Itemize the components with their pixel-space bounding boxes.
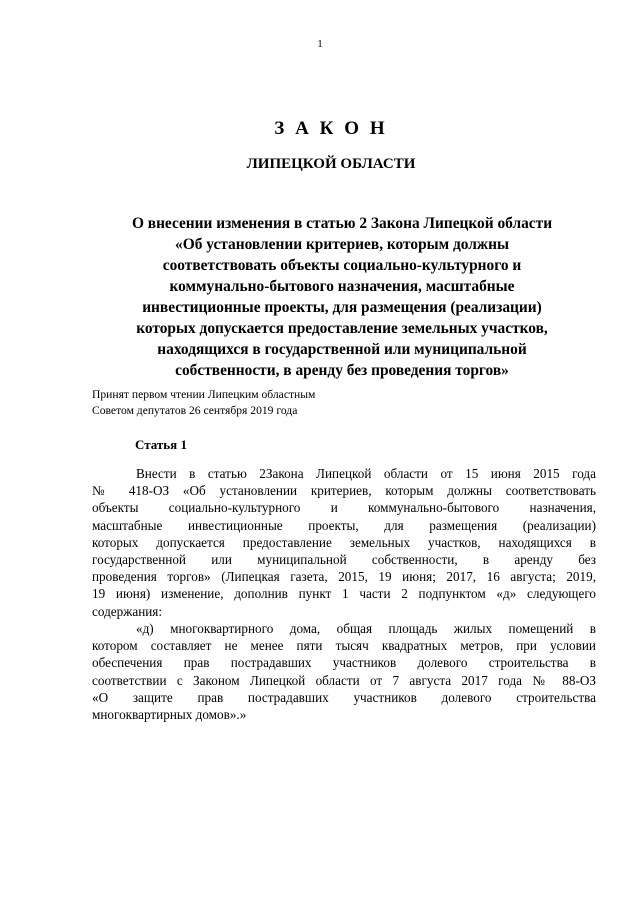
subject-line: «Об установлении критериев, которым должны [175,236,509,253]
paragraph-line: «д) многоквартирного дома, общая площадь жилых помещений в [136,621,596,636]
paragraph-line: содержания: [92,603,163,619]
subject-line: О внесении изменения в статью 2 Закона Липецкой области [131,215,553,232]
subject-line: соответствовать объекты социально-культурного и [162,257,522,274]
article-heading: Статья 1 [135,437,187,452]
paragraph-line: государственной или муниципальной собственности, в аренду без [92,551,596,567]
article-paragraph-1 [92,465,596,620]
subject-line: собственности, в аренду без проведения торгов» [175,362,509,379]
adoption-note [92,387,392,419]
paragraph-line: котором составляет не менее пяти тысяч квадратных метров, при условии [92,638,596,654]
paragraph-line: масштабные инвестиционные проекты, для размещения (реализации) [92,517,596,533]
paragraph-line: Внести в статью 2Закона Липецкой области от 15 июня 2015 года [136,466,596,481]
adoption-line: Советом депутатов 26 сентября 2019 года [92,404,298,417]
region-title: ЛИПЕЦКОЙ ОБЛАСТИ [246,156,416,172]
paragraph-line: № 418-ОЗ «Об установлении критериев, которым должны соответствовать [92,483,596,499]
subject-line: находящихся в государственной или муниципальной [157,341,527,358]
paragraph-line: обеспечения прав пострадавших участников долевого строительства в [92,655,596,671]
law-title: З А К О Н [274,118,388,139]
paragraph-line: «О защите прав пострадавших участников долевого строительства [92,689,596,705]
law-subject [92,213,592,381]
paragraph-line: многоквартирных домов».» [92,706,247,722]
subject-line: которых допускается предоставление земельных участков, [136,320,548,337]
paragraph-line: объекты социально-культурного и коммунально-бытового назначения, [92,500,596,516]
paragraph-line: проведения торгов» (Липецкая газета, 2015, 19 июня; 2017, 16 августа; 2019, [92,569,596,585]
page-number: 1 [317,38,323,50]
adoption-line: Принят первом чтении Липецким областным [92,388,316,401]
paragraph-line: 19 июня) изменение, дополнив пункт 1 части 2 подпунктом «д» следующего [92,586,596,602]
subject-line: инвестиционные проекты, для размещения (реализации) [142,299,542,316]
paragraph-line: которых допускается предоставление земельных участков, находящихся в [92,534,596,550]
article-paragraph-2 [92,620,596,723]
subject-line: коммунально-бытового назначения, масштабные [169,278,515,295]
paragraph-line: соответствии с Законом Липецкой области от 7 августа 2017 года № 88-ОЗ [92,672,596,688]
